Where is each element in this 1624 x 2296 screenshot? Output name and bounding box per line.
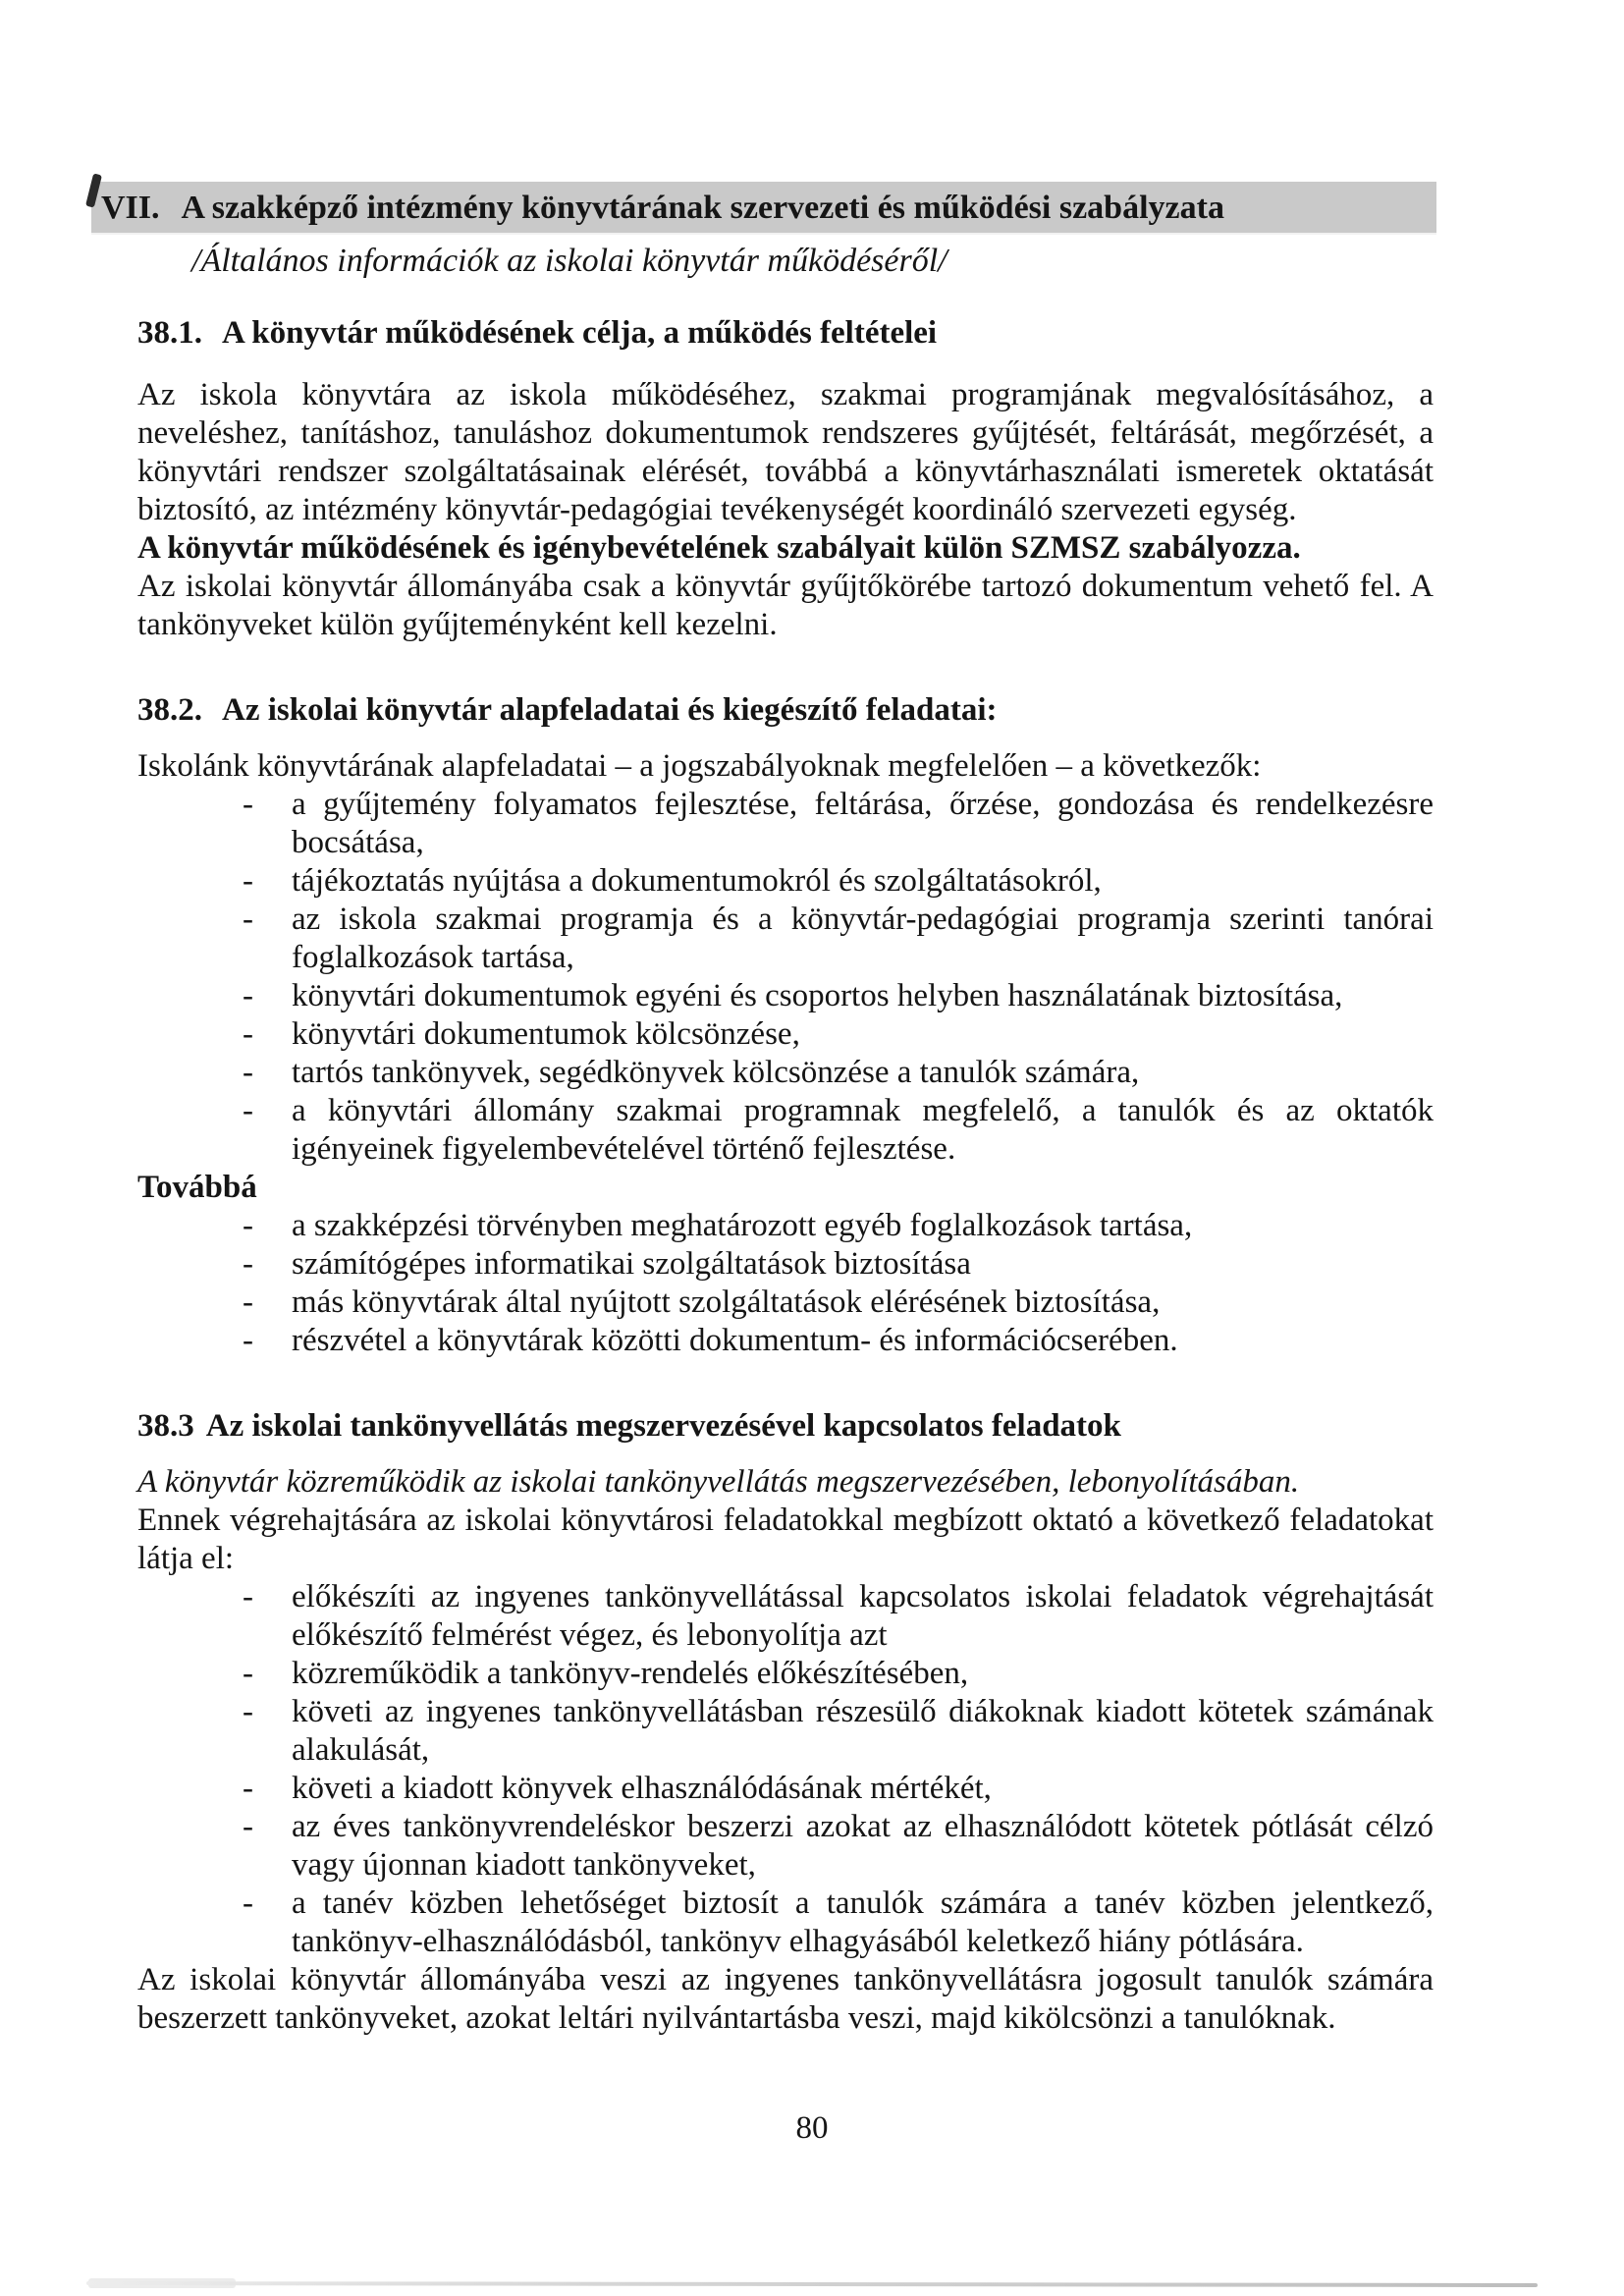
chapter-header-bar: [91, 182, 1436, 233]
list-item: [137, 1655, 1434, 1693]
scan-artifact-line: [86, 2281, 1538, 2287]
section-38-3-title: Az iskolai tankönyvellátás megszervezésével kapcsolatos feladatok: [205, 1408, 1121, 1444]
list-item: [137, 1770, 1434, 1808]
task-text: más könyvtárak által nyújtott szolgáltatások elérésének biztosítása,: [292, 1285, 1161, 1320]
section-38-3-intro: Ennek végrehajtására az iskolai könyvtárosi feladatokkal megbízott oktató a következő feladatokat látja el:: [137, 1503, 1434, 1576]
task-text: tájékoztatás nyújtása a dokumentumokról és szolgáltatásokról,: [292, 863, 1102, 899]
task-text: számítógépes informatikai szolgáltatások biztosítása: [292, 1246, 971, 1282]
list-item: [137, 786, 1434, 862]
chapter-number: VII.: [101, 189, 160, 226]
chapter-title: A szakképző intézmény könyvtárának szervezeti és működési szabályzata: [181, 189, 1224, 226]
task-text: a szakképzési törvényben meghatározott egyéb foglalkozások tartása,: [292, 1208, 1193, 1243]
section-38-3-closing: Az iskolai könyvtár állományába veszi az ingyenes tankönyvellátásra jogosult tanulók számára beszerzett tankönyveket, azokat leltári nyilvántartásba veszi, majd kikölcsönzi a tanulóknak.: [137, 1962, 1434, 2036]
task-text: követi az ingyenes tankönyvellátásban részesülő diákoknak kiadott kötetek számának alakulását,: [292, 1694, 1434, 1768]
section-38-1-paragraph-2: Az iskolai könyvtár állományába csak a könyvtár gyűjtőkörébe tartozó dokumentum vehető fel. A tankönyveket külön gyűjteményként kell kezelni.: [137, 569, 1434, 642]
list-item: [137, 1015, 1434, 1054]
task-text: részvétel a könyvtárak közötti dokumentum- és információcserében.: [292, 1323, 1178, 1358]
dash-bullet: -: [243, 1323, 253, 1358]
task-text: az iskola szakmai programja és a könyvtár-pedagógiai programja szerinti tanórai foglalkozások tartása,: [292, 902, 1434, 975]
section-38-2-title: Az iskolai könyvtár alapfeladatai és kiegészítő feladatai:: [222, 692, 998, 728]
list-item: [137, 1207, 1434, 1245]
task-text: az éves tankönyvrendeléskor beszerzi azokat az elhasználódott kötetek pótlását célzó vagy újonnan kiadott tankönyveket,: [292, 1809, 1434, 1883]
list-item: [137, 1808, 1434, 1885]
dash-bullet: -: [243, 1771, 253, 1806]
section-38-2-intro: Iskolánk könyvtárának alapfeladatai – a jogszabályoknak megfelelően – a következők:: [137, 748, 1262, 784]
dash-bullet: -: [243, 902, 253, 937]
list-item: [137, 1092, 1434, 1169]
dash-bullet: -: [243, 1246, 253, 1282]
section-38-3-heading: [137, 1407, 1434, 1446]
section-38-1-number: 38.1.: [137, 315, 202, 351]
list-item: [137, 977, 1434, 1015]
dash-bullet: -: [243, 1285, 253, 1320]
list-item: [137, 1693, 1434, 1770]
list-item: [137, 862, 1434, 901]
dash-bullet: -: [243, 1093, 253, 1128]
dash-bullet: -: [243, 1886, 253, 1921]
scan-ink-mark: [85, 173, 102, 207]
task-text: könyvtári dokumentumok egyéni és csoportos helyben használatának biztosítása,: [292, 978, 1343, 1013]
list-item: [137, 1054, 1434, 1092]
textbook-tasks-list: [137, 1578, 1434, 1961]
dash-bullet: -: [243, 1694, 253, 1729]
section-38-1-title: A könyvtár működésének célja, a működés feltételei: [222, 315, 938, 351]
list-item: [137, 1578, 1434, 1655]
section-38-1-paragraph-1: Az iskola könyvtára az iskola működéséhez, szakmai programjának megvalósításához, a neveléshez, tanításhoz, tanuláshoz dokumentumok rendszeres gyűjtését, feltárását, megőrzését, a könyvtári rendszer szolgáltatásainak elérését, továbbá a könyvtárhasználati ismeretek oktatását biztosító, az intézmény könyvtár-pedagógiai tevékenységét koordináló szervezeti egység.: [137, 377, 1434, 527]
dash-bullet: -: [243, 1656, 253, 1691]
task-text: követi a kiadott könyvek elhasználódásának mértékét,: [292, 1771, 992, 1806]
section-38-3-number: 38.3: [137, 1408, 194, 1444]
szmsz-bold-note: A könyvtár működésének és igénybevételének szabályait külön SZMSZ szabályozza.: [137, 530, 1301, 566]
dash-bullet: -: [243, 787, 253, 822]
task-text: a könyvtári állomány szakmai programnak megfelelő, a tanulók és az oktatók igényeinek figyelembevételével történő fejlesztése.: [292, 1093, 1434, 1167]
list-item: [137, 1885, 1434, 1961]
dash-bullet: -: [243, 1016, 253, 1052]
list-item: [137, 1245, 1434, 1284]
dash-bullet: -: [243, 863, 253, 899]
task-text: előkészíti az ingyenes tankönyvellátással kapcsolatos iskolai feladatok végrehajtását előkészítő felmérést végez, és lebonyolítja azt: [292, 1579, 1434, 1653]
task-text: közreműködik a tankönyv-rendelés előkészítésében,: [292, 1656, 969, 1691]
tovabba-label: Továbbá: [137, 1170, 257, 1205]
section-38-2-number: 38.2.: [137, 692, 202, 728]
dash-bullet: -: [243, 1055, 253, 1090]
list-item: [137, 901, 1434, 977]
core-tasks-list: [137, 786, 1434, 1169]
dash-bullet: -: [243, 1579, 253, 1614]
document-body: [137, 314, 1434, 2038]
list-item: [137, 1322, 1434, 1360]
list-item: [137, 1284, 1434, 1322]
task-text: könyvtári dokumentumok kölcsönzése,: [292, 1016, 800, 1052]
dash-bullet: -: [243, 1208, 253, 1243]
dash-bullet: -: [243, 978, 253, 1013]
section-38-2-heading: [137, 691, 1434, 730]
task-text: a tanév közben lehetőséget biztosít a tanulók számára a tanév közben jelentkező, tankönyv-elhasználódásból, tankönyv elhagyásából keletkező hiány pótlására.: [292, 1886, 1434, 1959]
dash-bullet: -: [243, 1809, 253, 1844]
section-38-1-heading: [137, 314, 1434, 353]
chapter-subtitle: /Általános információk az iskolai könyvtár működéséről/: [191, 243, 947, 279]
task-text: a gyűjtemény folyamatos fejlesztése, feltárása, őrzése, gondozása és rendelkezésre bocsátása,: [292, 787, 1434, 860]
section-38-3-lead: A könyvtár közreműködik az iskolai tankönyvellátás megszervezésében, lebonyolításában.: [137, 1464, 1300, 1500]
task-text: tartós tankönyvek, segédkönyvek kölcsönzése a tanulók számára,: [292, 1055, 1140, 1090]
additional-tasks-list: [137, 1207, 1434, 1360]
page-number: 80: [795, 2110, 829, 2146]
